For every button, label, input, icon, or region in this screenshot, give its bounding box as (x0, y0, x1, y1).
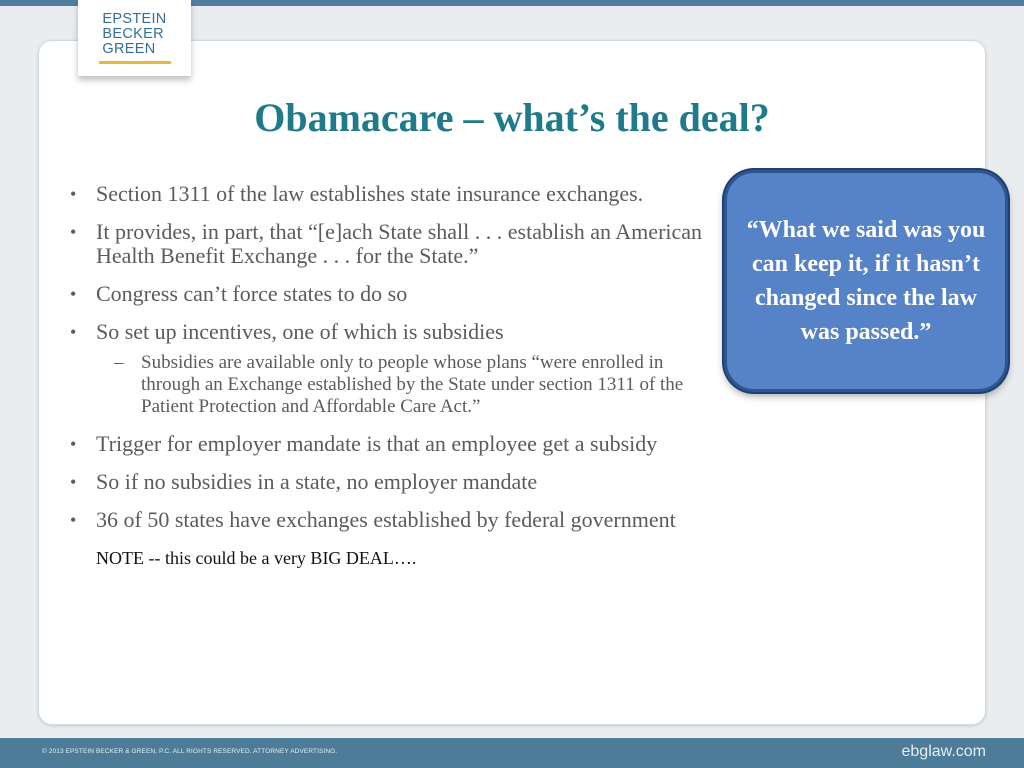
bullet-text: Section 1311 of the law establishes state insurance exchanges. (96, 181, 644, 206)
bullet-marker: • (70, 510, 77, 530)
logo-line-3: GREEN (102, 41, 156, 57)
bullet-marker: • (70, 434, 77, 454)
sub-bullet-marker: – (114, 352, 124, 373)
bullet-item (70, 432, 725, 456)
quote-callout (724, 170, 1008, 392)
bullet-text: Congress can’t force states to do so (96, 281, 408, 306)
logo-rule (99, 61, 171, 64)
bullet-item (70, 282, 725, 306)
bullet-text: Trigger for employer mandate is that an employee get a subsidy (96, 431, 658, 456)
bullet-item (70, 320, 725, 344)
bullet-text: So set up incentives, one of which is subsidies (96, 319, 504, 344)
logo-line-1: EPSTEIN (102, 11, 167, 27)
bullet-marker: • (70, 322, 77, 342)
bullet-marker: • (70, 184, 77, 204)
sub-bullet-item (70, 352, 725, 418)
slide-title: Obamacare – what’s the deal? (254, 95, 770, 140)
bullet-item (70, 220, 725, 268)
bullet-text: 36 of 50 states have exchanges established by federal government (96, 507, 676, 532)
logo-wordmark (102, 12, 166, 57)
quote-text: “What we said was you can keep it, if it hasn’t changed since the law was passed.” (746, 217, 986, 345)
bullet-item (70, 470, 725, 494)
bullet-marker: • (70, 284, 77, 304)
logo-line-2: BECKER (102, 26, 164, 42)
bullet-marker: • (70, 222, 77, 242)
footer-bar (0, 738, 1024, 768)
bullet-item (70, 182, 725, 206)
note-text: NOTE -- this could be a very BIG DEAL…. (96, 548, 417, 568)
firm-logo (78, 0, 191, 76)
bullet-marker: • (70, 472, 77, 492)
bullet-text: It provides, in part, that “[e]ach State shall . . . establish an American Health Benefit Exchange . . . for the State.” (96, 219, 703, 268)
sub-bullet-text: Subsidies are available only to people whose plans “were enrolled in through an Exchange established by the State under section 1311 of the Patient Protection and Affordable Care Act.” (141, 352, 684, 417)
website-link[interactable]: ebglaw.com (901, 743, 986, 760)
bullet-list (70, 182, 725, 532)
slide-body (70, 182, 725, 570)
bullet-item (70, 508, 725, 532)
bullet-text: So if no subsidies in a state, no employer mandate (96, 469, 538, 494)
copyright-notice: © 2013 EPSTEIN BECKER & GREEN, P.C. ALL RIGHTS RESERVED. ATTORNEY ADVERTISING. (42, 748, 338, 755)
